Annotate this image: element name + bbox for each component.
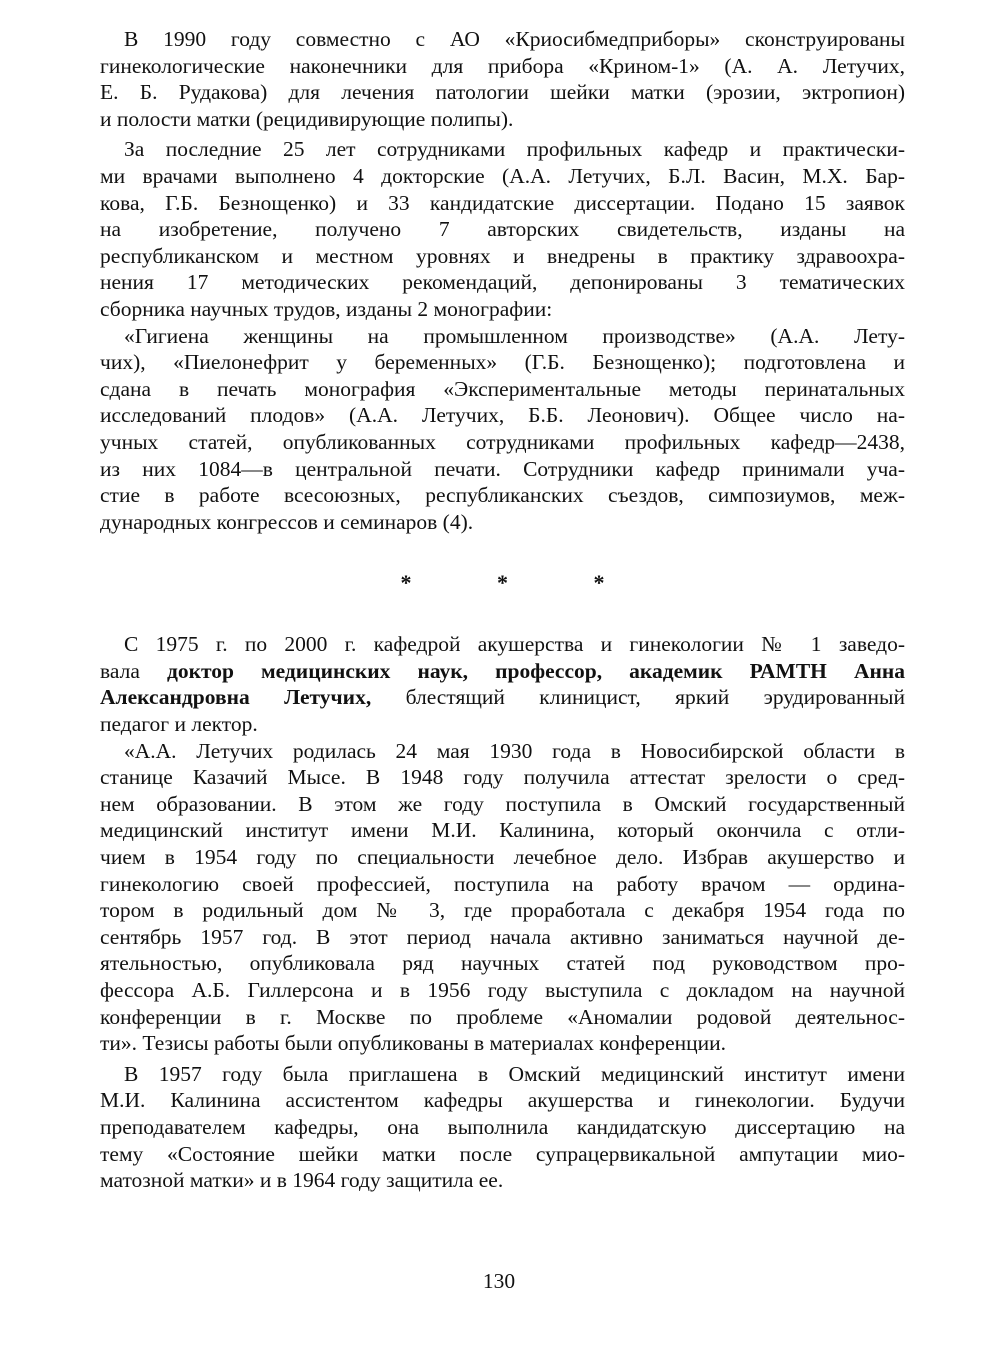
- text-line: нем образовании. В этом же году поступила в Омский государственный: [100, 791, 905, 816]
- text-line: республиканском и местном уровнях и внедрены в практику здравоохра-: [100, 243, 905, 268]
- text-line: преподавателем кафедры, она выполнила кандидатскую диссертацию на: [100, 1114, 905, 1139]
- text-line: [100, 658, 905, 685]
- page-number: 130: [482, 1269, 516, 1293]
- paragraph: [100, 738, 905, 1057]
- text-line: исследований плодов» (А.А. Летучих, Б.Б. Леонович). Общее число на-: [100, 403, 905, 428]
- text-line: М.И. Калинина ассистентом кафедры акушерства и гинекологии. Будучи: [100, 1088, 905, 1113]
- paragraph: [100, 323, 905, 536]
- text-line: гинекологические наконечники для прибора «Крином-1» (А. А. Летучих,: [100, 53, 905, 78]
- text-line: тором в родильный дом № 3, где проработала с декабря 1954 года по: [100, 898, 905, 923]
- paragraph: [100, 26, 905, 132]
- text-line: гинекологию своей профессией, поступила на работу врачом — ордина-: [100, 871, 905, 896]
- text-line: педагог и лектор.: [100, 712, 258, 737]
- text-line: чием в 1954 году по специальности лечебное дело. Избрав акушерство и: [100, 845, 905, 870]
- text-line: станице Казачий Мысе. В 1948 году получила аттестат зрелости о сред-: [100, 765, 905, 790]
- text-line: сборника научных трудов, изданы 2 монографии:: [100, 296, 553, 321]
- text-line: кова, Г.Б. Безнощенко) и 33 кандидатские диссертации. Подано 15 заявок: [100, 190, 905, 215]
- text-line: матозной матки» и в 1964 году защитила ее.: [100, 1168, 504, 1193]
- text-line: В 1990 году совместно с АО «Криосибмедприборы» сконструированы: [124, 27, 905, 51]
- bold-name: Александровна Летучих,: [100, 685, 372, 710]
- text-line: учных статей, опубликованных сотрудниками профильных кафедр—2438,: [100, 429, 905, 454]
- paragraph: [100, 631, 905, 737]
- text-line: ми врачами выполнено 4 докторские (А.А. Летучих, Б.Л. Васин, М.Х. Бар-: [100, 163, 905, 188]
- text-line: медицинский институт имени М.И. Калинина, который окончила с отли-: [100, 818, 905, 843]
- text-fragment: вала: [100, 658, 167, 683]
- text-line: сентябрь 1957 год. В этот период начала активно заниматься научной де-: [100, 924, 905, 949]
- text-line: ти». Тезисы работы были опубликованы в материалах конференции.: [100, 1031, 727, 1056]
- text-line: дународных конгрессов и семинаров (4).: [100, 509, 474, 534]
- text-line: «Гигиена женщины на промышленном производстве» (А.А. Лету-: [124, 323, 905, 348]
- text-line: из них 1084—в центральной печати. Сотрудники кафедр принимали уча-: [100, 456, 905, 481]
- bold-title: доктор медицинских наук, профессор, академик РАМТН Анна: [166, 658, 906, 683]
- text-line: чих), «Пиелонефрит у беременных» (Г.Б. Безнощенко); подготовлена и: [100, 350, 905, 375]
- text-line: [100, 684, 905, 711]
- section-separator: * * *: [400, 570, 645, 596]
- text-line: Е. Б. Рудакова) для лечения патологии шейки матки (эрозии, эктропион): [100, 80, 905, 105]
- text-line: С 1975 г. по 2000 г. кафедрой акушерства и гинекологии № 1 заведо-: [124, 632, 905, 657]
- text-line: ятельностью, опубликовала ряд научных статей под руководством про-: [100, 951, 905, 976]
- text-line: тему «Состояние шейки матки после супрацервикальной ампутации мио-: [100, 1141, 905, 1166]
- text-line: и полости матки (рецидивирующие полипы).: [100, 106, 514, 131]
- text-line: конференции в г. Москве по проблеме «Аномалии родовой деятельнос-: [100, 1004, 905, 1029]
- page-content: [100, 26, 905, 1194]
- text-line: «А.А. Летучих родилась 24 мая 1930 года в Новосибирской области в: [124, 738, 905, 763]
- paragraph: [100, 136, 905, 322]
- text-line: стие в работе всесоюзных, республиканских съездов, симпозиумов, меж-: [100, 483, 905, 508]
- text-line: За последние 25 лет сотрудниками профильных кафедр и практически-: [124, 137, 905, 162]
- paragraph: [100, 1061, 905, 1194]
- text-line: на изобретение, получено 7 авторских свидетельств, изданы на: [100, 217, 905, 242]
- text-line: сдана в печать монография «Экспериментальные методы перинатальных: [100, 376, 905, 401]
- text-line: нения 17 методических рекомендаций, депонированы 3 тематических: [100, 270, 905, 295]
- text-fragment: блестящий клиницист, яркий эрудированный: [371, 685, 905, 710]
- text-line: фессора А.Б. Гиллерсона и в 1956 году выступила с докладом на научной: [100, 978, 905, 1002]
- text-line: В 1957 году была приглашена в Омский медицинский институт имени: [124, 1061, 905, 1086]
